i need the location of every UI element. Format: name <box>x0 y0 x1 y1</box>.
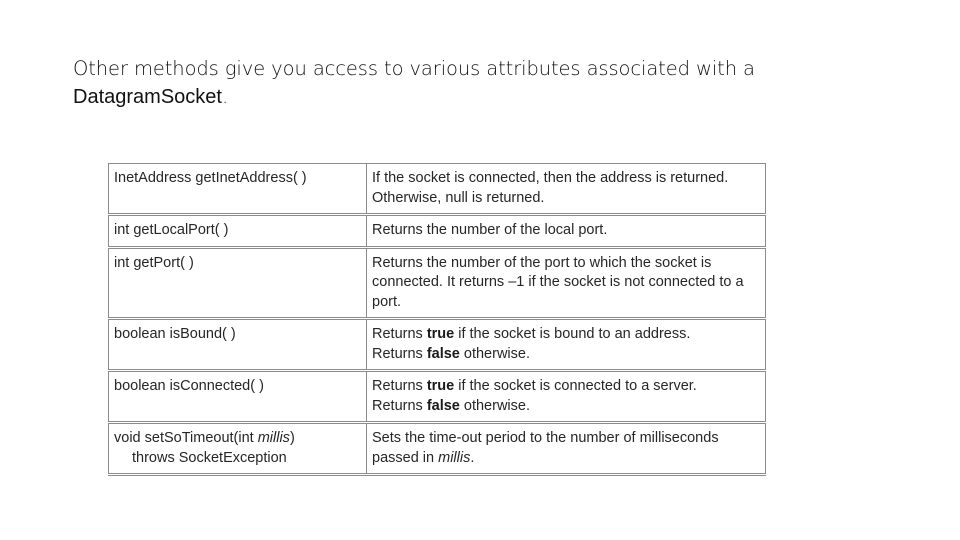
description-line: If the socket is connected, then the address is returned. <box>372 170 729 186</box>
intro-text <box>73 55 873 111</box>
signature-line <box>114 429 361 449</box>
table-row <box>109 247 766 319</box>
text-run: Sets the time-out period to the number of milliseconds passed in <box>372 430 719 466</box>
description-line <box>372 345 760 365</box>
text-run: Returns <box>372 345 427 362</box>
table-row <box>109 164 766 215</box>
signature-text: int getLocalPort( ) <box>114 222 229 238</box>
intro-line-1: Other methods give you access to various attributes associated with a <box>73 57 755 80</box>
keyword-false: false <box>426 345 460 362</box>
description-line: Otherwise, null is returned. <box>372 189 545 206</box>
text-run: Returns <box>372 397 427 414</box>
keyword-true: true <box>426 378 455 394</box>
class-name: DatagramSocket <box>73 86 222 108</box>
method-signature <box>109 215 367 248</box>
signature-text: boolean isConnected( ) <box>114 378 264 394</box>
text-run: ) <box>289 430 295 446</box>
keyword-true: true <box>426 326 455 342</box>
signature-text: int getPort( ) <box>114 254 194 271</box>
table-row <box>109 371 766 423</box>
table-row <box>109 319 766 371</box>
description-text: Returns the number of the port to which the socket is connected. It returns –1 if the socket is not connected to a port. <box>372 254 744 310</box>
text-run: Returns <box>372 378 427 394</box>
description-text: Returns the number of the local port. <box>372 222 608 238</box>
table-row <box>109 215 766 248</box>
text-run: otherwise. <box>459 397 530 414</box>
text-run: void setSoTimeout(int <box>114 430 258 446</box>
method-description <box>367 164 766 215</box>
text-run: . <box>470 449 475 466</box>
description-line <box>372 377 760 397</box>
methods-table <box>108 163 766 476</box>
method-description <box>367 371 766 423</box>
intro-line-2 <box>73 83 873 111</box>
param-name: millis <box>257 430 290 446</box>
throws-clause: throws SocketException <box>132 449 287 466</box>
signature-text: InetAddress getInetAddress( ) <box>114 170 307 186</box>
method-signature <box>109 371 367 423</box>
method-description <box>367 215 766 248</box>
table-row <box>109 423 766 475</box>
keyword-false: false <box>426 397 460 414</box>
method-description <box>367 423 766 475</box>
description-line <box>372 325 760 345</box>
text-run: if the socket is bound to an address. <box>454 326 691 342</box>
method-signature <box>109 164 367 215</box>
signature-text: boolean isBound( ) <box>114 326 236 342</box>
text-run: Returns <box>372 326 427 342</box>
method-description <box>367 247 766 319</box>
text-run: if the socket is connected to a server. <box>454 378 697 394</box>
param-name: millis <box>438 449 471 466</box>
method-signature <box>109 247 367 319</box>
method-signature <box>109 319 367 371</box>
method-description <box>367 319 766 371</box>
text-run: otherwise. <box>459 345 530 362</box>
description-line <box>372 397 760 417</box>
intro-period: . <box>221 85 229 108</box>
method-signature <box>109 423 367 475</box>
